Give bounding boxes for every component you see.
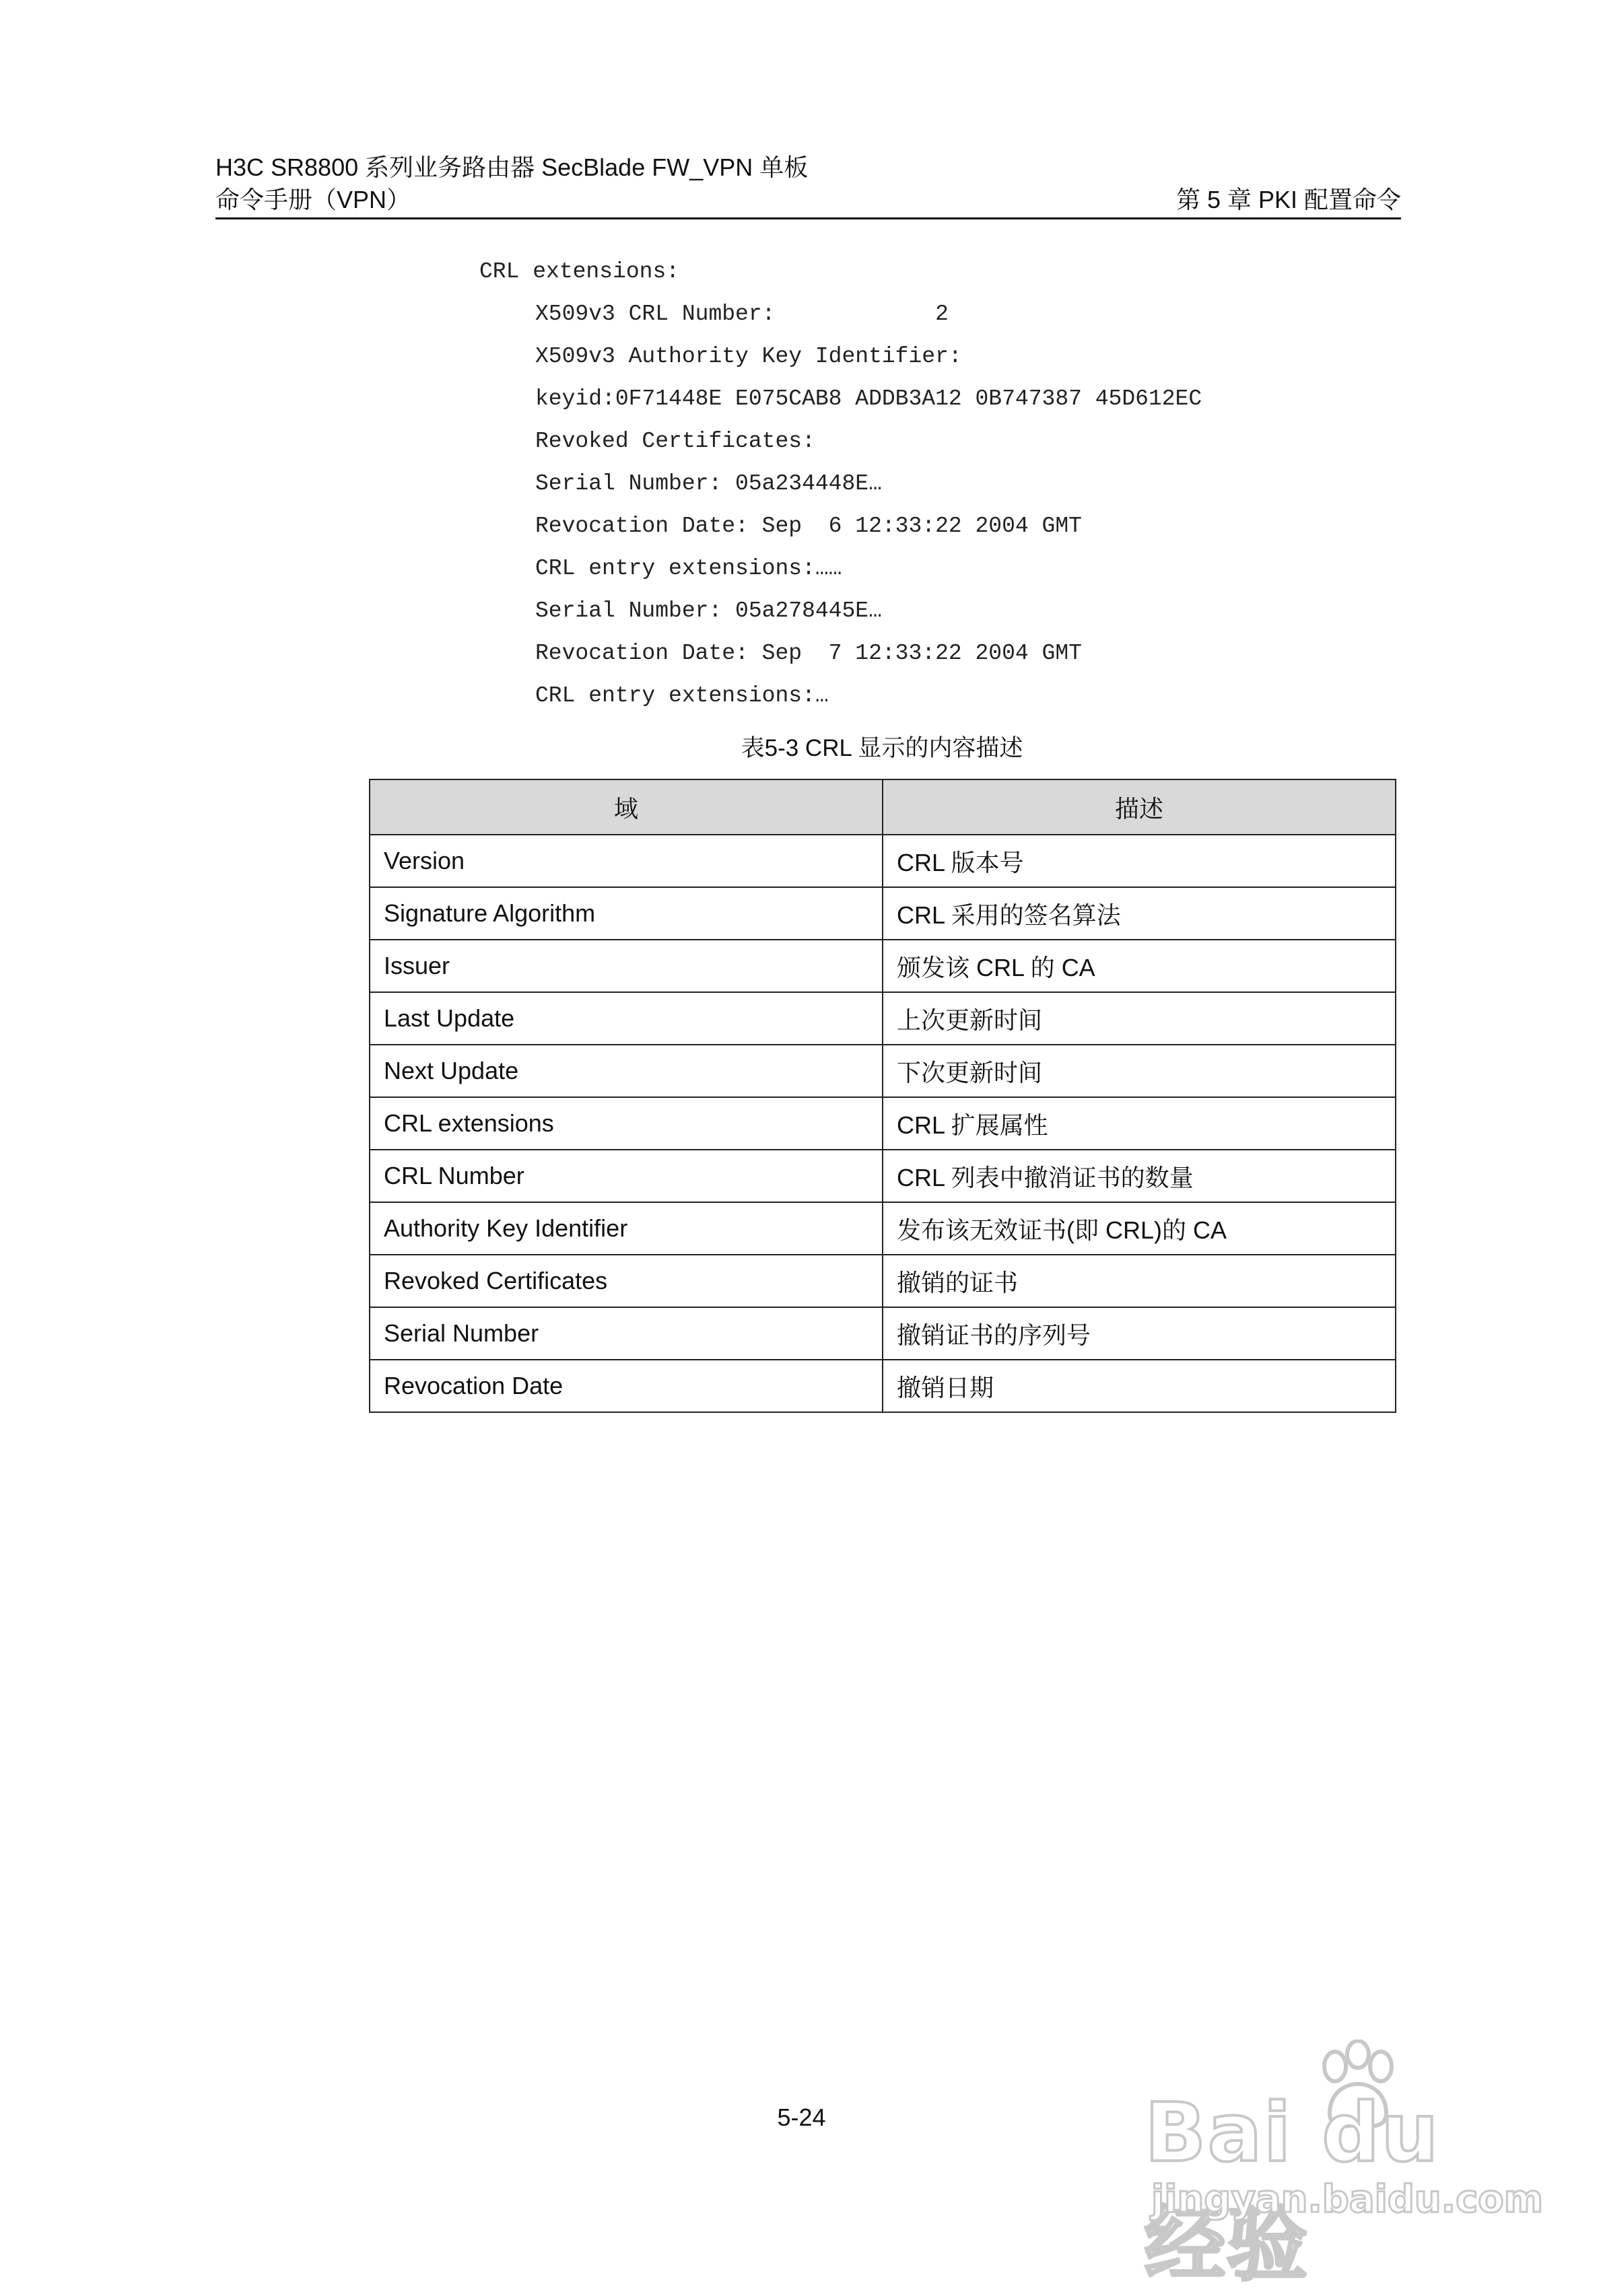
description-cell: 撤销的证书	[883, 1255, 1396, 1307]
description-cell: CRL 扩展属性	[883, 1097, 1396, 1150]
description-cell: CRL 版本号	[883, 835, 1396, 887]
code-line: keyid:0F71448E E075CAB8 ADDB3A12 0B747387 45D612EC	[535, 386, 1202, 411]
column-header-field: 域	[370, 779, 883, 835]
code-line: CRL entry extensions:…	[535, 683, 829, 708]
table-header-row	[370, 779, 1396, 835]
crl-description-table	[369, 779, 1396, 1413]
page-number: 5-24	[777, 2103, 826, 2131]
field-cell: Revoked Certificates	[370, 1255, 883, 1307]
field-cell: Next Update	[370, 1045, 883, 1097]
watermark-url: jingyan.baidu.com	[1151, 2178, 1544, 2221]
description-cell: 下次更新时间	[883, 1045, 1396, 1097]
code-line: X509v3 CRL Number: 2	[535, 302, 949, 326]
field-cell: Signature Algorithm	[370, 887, 883, 940]
code-line: Serial Number: 05a278445E…	[535, 598, 882, 623]
table-row	[370, 940, 1396, 992]
column-header-description: 描述	[883, 779, 1396, 835]
table-row	[370, 1360, 1396, 1412]
code-line: Revocation Date: Sep 7 12:33:22 2004 GMT	[535, 641, 1082, 666]
field-cell: Serial Number	[370, 1307, 883, 1360]
baidu-jingyan-watermark	[1145, 2040, 1548, 2292]
description-cell: 颁发该 CRL 的 CA	[883, 940, 1396, 992]
code-line: CRL entry extensions:……	[535, 556, 842, 581]
header-chapter: 第 5 章 PKI 配置命令	[1175, 186, 1401, 213]
table-row	[370, 835, 1396, 887]
field-cell: Version	[370, 835, 883, 887]
code-line: Revoked Certificates:	[535, 429, 815, 454]
description-cell: 撤销日期	[883, 1360, 1396, 1412]
table-row	[370, 992, 1396, 1045]
field-cell: Issuer	[370, 940, 883, 992]
crl-code-block	[479, 250, 1202, 717]
code-line: X509v3 Authority Key Identifier:	[535, 344, 962, 369]
header-title-line1: H3C SR8800 系列业务路由器 SecBlade FW_VPN 单板	[215, 153, 809, 181]
description-cell: CRL 采用的签名算法	[883, 887, 1396, 940]
field-cell: CRL Number	[370, 1150, 883, 1202]
description-cell: 发布该无效证书(即 CRL)的 CA	[883, 1202, 1396, 1255]
code-line: Revocation Date: Sep 6 12:33:22 2004 GMT	[535, 514, 1082, 538]
table-row	[370, 1307, 1396, 1360]
table-row	[370, 1202, 1396, 1255]
description-cell: 上次更新时间	[883, 992, 1396, 1045]
table-row	[370, 1150, 1396, 1202]
header-divider	[215, 217, 1401, 219]
code-line: Serial Number: 05a234448E…	[535, 471, 882, 496]
watermark-logo-text: Bai du 经验	[1145, 2087, 1440, 2292]
field-cell: Authority Key Identifier	[370, 1202, 883, 1255]
field-cell: Last Update	[370, 992, 883, 1045]
field-cell: Revocation Date	[370, 1360, 883, 1412]
code-heading: CRL extensions:	[479, 259, 680, 284]
table-row	[370, 1097, 1396, 1150]
table-row	[370, 887, 1396, 940]
header-title-line2: 命令手册（VPN）	[215, 186, 411, 213]
table-row	[370, 1255, 1396, 1307]
table-caption: 表5-3 CRL 显示的内容描述	[741, 735, 1023, 761]
table-row	[370, 1045, 1396, 1097]
description-cell: 撤销证书的序列号	[883, 1307, 1396, 1360]
description-cell: CRL 列表中撤消证书的数量	[883, 1150, 1396, 1202]
field-cell: CRL extensions	[370, 1097, 883, 1150]
